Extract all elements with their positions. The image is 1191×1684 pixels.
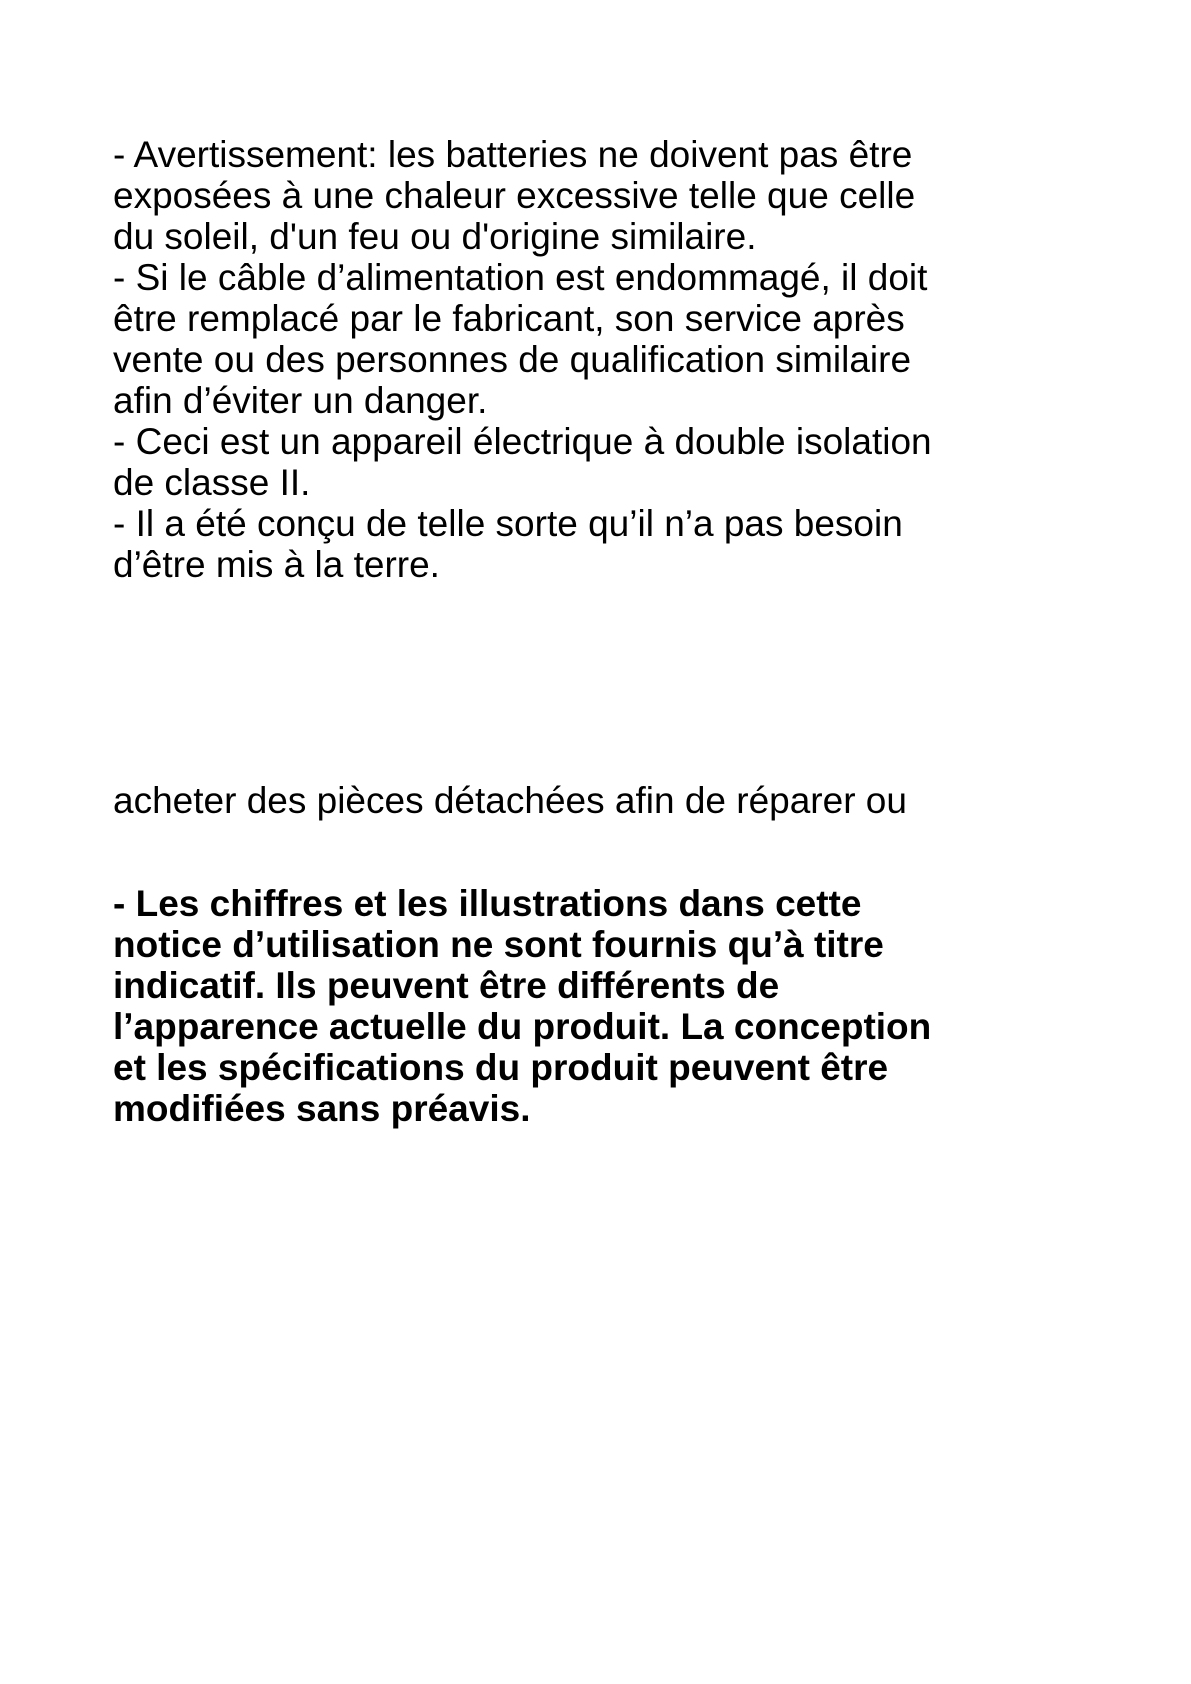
disclaimer-line: l’apparence actuelle du produit. La conception xyxy=(113,1006,932,1047)
warning-line: vente ou des personnes de qualification similaire xyxy=(113,339,912,380)
disclaimer-line: notice d’utilisation ne sont fournis qu’à titre xyxy=(113,924,884,965)
warning-line: - Il a été conçu de telle sorte qu’il n’a pas besoin xyxy=(113,503,903,544)
warning-line: - Avertissement: les batteries ne doivent pas être xyxy=(113,134,913,175)
warning-line: - Ceci est un appareil électrique à double isolation xyxy=(113,421,932,462)
disclaimer-line: - Les chiffres et les illustrations dans cette xyxy=(113,883,862,924)
warning-line: afin d’éviter un danger. xyxy=(113,380,488,421)
disclaimer-line: indicatif. Ils peuvent être différents de xyxy=(113,965,780,1006)
warning-line: être remplacé par le fabricant, son service après xyxy=(113,298,905,339)
warning-line: de classe II. xyxy=(113,462,311,503)
safety-warnings xyxy=(113,134,1113,585)
warning-line: du soleil, d'un feu ou d'origine similaire. xyxy=(113,216,757,257)
warning-line: d’être mis à la terre. xyxy=(113,544,440,585)
warning-line: - Si le câble d’alimentation est endommagé, il doit xyxy=(113,257,928,298)
disclaimer-line: et les spécifications du produit peuvent être xyxy=(113,1047,889,1088)
disclaimer-line: modifiées sans préavis. xyxy=(113,1088,531,1129)
illustration-disclaimer xyxy=(113,883,1073,1129)
warning-line: exposées à une chaleur excessive telle que celle xyxy=(113,175,916,216)
spare-parts-fragment: acheter des pièces détachées afin de réparer ou xyxy=(113,780,907,821)
